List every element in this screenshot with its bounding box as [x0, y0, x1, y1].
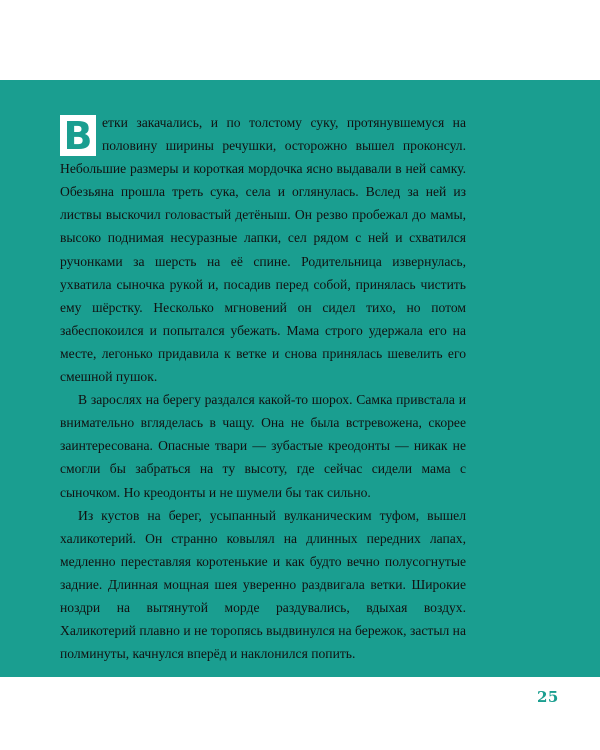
paragraph-2: В зарослях на берегу раздался какой-то шорох. Самка привстала и внимательно вгляделась в чащу. Она не была встревожена, скорее заинтересована. Опасные твари — зубастые креодонты — никак не смогли бы забраться на ту высоту, где сейчас сидели мама с сыночком. Но креодонты и не шумели бы так сильно.	[60, 392, 466, 500]
paragraph-1	[60, 111, 466, 388]
paragraph-1-text: етки закачались, и по толстому суку, протянувшемуся на половину ширины речушки, осторожно вышел проконсул. Небольшие размеры и короткая мордочка ясно выдавали в ней самку. Обезьяна прошла треть сука, села и оглянулась. Вслед за ней из листвы выскочил головастый детёныш. Он резво пробежал до мамы, высоко поднимая несуразные лапки, сел рядом с ней и схватился ручонками за шерсть на её спине. Родительница извернулась, ухватила сыночка рукой и, посадив перед собой, принялась чистить ему шёрстку. Несколько мгновений он сидел тихо, но потом забеспокоился и попытался убежать. Мама строго удержала его на месте, легонько придавила к ветке и снова принялась шевелить его смешной пушок.	[60, 115, 466, 385]
paragraph-3: Из кустов на берег, усыпанный вулканическим туфом, вышел халикотерий. Он странно ковылял на длинных передних лапах, медленно переставляя коротенькие и как будто вечно полусогнутые задние. Длинная мощная шея уверенно раздвигала ветки. Широкие ноздри на вытянутой морде раздувались, вдыхая воздух. Халикотерий плавно и не торопясь выдвинулся на бережок, застыл на полминуты, качнулся вперёд и наклонился попить.	[60, 507, 466, 662]
page-number: 25	[537, 688, 559, 706]
drop-cap-letter: В	[60, 115, 96, 156]
article-body	[60, 111, 466, 665]
